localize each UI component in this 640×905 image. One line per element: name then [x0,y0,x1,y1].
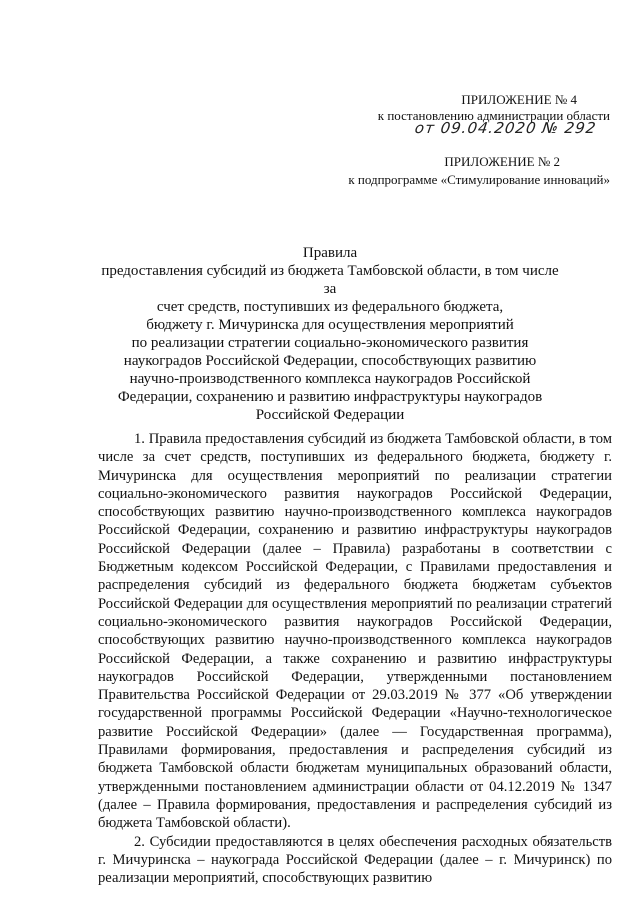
heading-line: Федерации, сохранению и развитию инфраструктуры наукоградов [117,389,543,405]
heading-line: наукоградов Российской Федерации, способствующих развитию [123,353,537,369]
heading-line: научно-производственного комплекса наукоградов Российской [129,371,531,387]
heading-line: Российской Федерации [255,407,405,423]
appendix-2-reference: к подпрограмме «Стимулирование инноваций» [348,172,610,187]
heading-word: Правила [302,245,358,261]
paragraph-1: 1. Правила предоставления субсидий из бюджета Тамбовской области, в том числе за счет средств, поступивших из федерального бюджета, бюджету г. Мичуринска для осуществления мероприятий по реализации стратегии социально-экономического развития наукоградов Российской Федерации, способствующих развитию научно-производственного комплекса наукоградов Российской Федерации, сохранению и развитию инфраструктуры наукоградов Российской Федерации (далее – Правила) разработаны в соответствии с Бюджетным кодексом Российской Федерации, с Правилами предоставления и распределения субсидий из федерального бюджета бюджетам субъектов Российской Федерации для осуществления мероприятий по реализации стратегий социально-экономического развития наукоградов Российской Федерации, способствующих развитию научно-производственного комплекса наукоградов Российской Федерации, а также сохранению и развитию инфраструктуры наукоградов Российской Федерации, утвержденными постановлением Правительства Российской Федерации от 29.03.2019 № 377 «Об утверждении государственной программы Российской Федерации «Научно-технологическое развитие Российской Федерации» (далее — Государственная программа), Правилами формирования, предоставления и распределения субсидий из бюджета Тамбовской области бюджетам муниципальных образований области, утвержденными постановлением администрации области от 04.12.2019 № 1347 (далее – Правила формирования, предоставления и распределения субсидий из бюджета Тамбовской области). [98,431,612,832]
handwritten-date-number: от 09.04.2020 № 292 [413,119,598,137]
appendix-2-title: ПРИЛОЖЕНИЕ № 2 [444,154,560,169]
heading-line: счет средств, поступивших из федерального бюджета, [156,299,504,315]
document-body [98,430,612,887]
heading-line: по реализации стратегии социально-экономического развития [131,335,529,351]
appendix-4-title: ПРИЛОЖЕНИЕ № 4 [461,92,577,107]
heading-line: предоставления субсидий из бюджета Тамбовской области, в том числе за [101,263,559,297]
appendix-4-reference: к постановлению администрации области [377,108,610,123]
paragraph-2: 2. Субсидии предоставляются в целях обеспечения расходных обязательств г. Мичуринска – наукограда Российской Федерации (далее – г. Мичуринск) по реализации мероприятий, способствующих развитию [98,833,612,887]
heading-line: бюджету г. Мичуринска для осуществления мероприятий [146,317,514,333]
document-heading [100,244,560,424]
